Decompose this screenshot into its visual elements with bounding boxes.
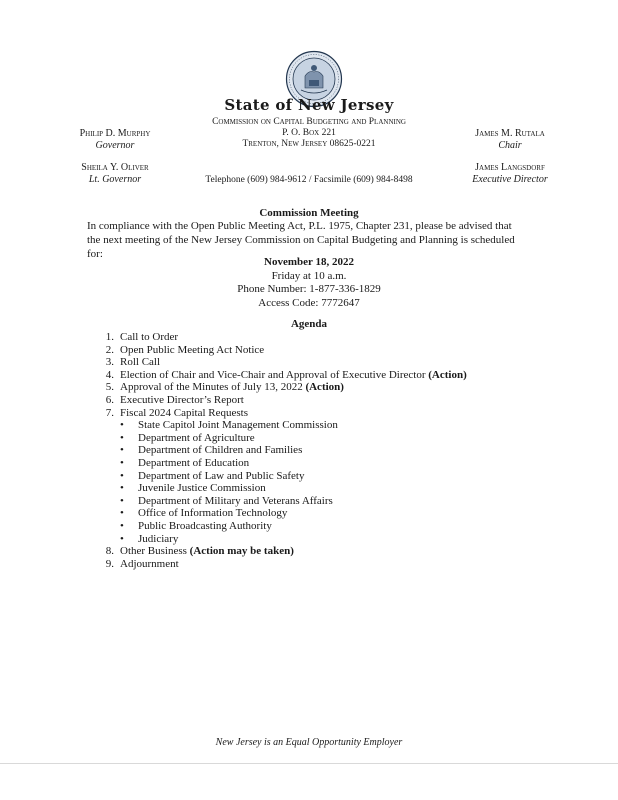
commission-meeting-heading: Commission Meeting — [259, 207, 359, 219]
bullet-icon: • — [120, 507, 124, 520]
executive-director-title: Executive Director — [472, 174, 548, 185]
lt-governor-block — [55, 162, 175, 186]
meeting-details — [0, 256, 618, 310]
agenda-item: 8. Other Business (Action may be taken) — [105, 545, 294, 558]
agenda-item: 6. Executive Director’s Report — [105, 393, 244, 406]
agenda-item: 3. Roll Call — [105, 356, 161, 369]
capital-request-item: • Department of Agriculture — [120, 431, 255, 444]
agenda-item: 2. Open Public Meeting Act Notice — [105, 343, 265, 356]
city-address: Trenton, New Jersey 08625-0221 — [242, 139, 376, 149]
meeting-time: Friday at 10 a.m. — [271, 269, 347, 282]
bullet-icon: • — [120, 419, 124, 432]
chair-title: Chair — [498, 140, 522, 151]
capital-request-item: • Judiciary — [120, 532, 179, 545]
equal-opportunity-footer: New Jersey is an Equal Opportunity Employer — [215, 737, 403, 748]
executive-director-name: James Langsdorf — [475, 162, 545, 173]
meeting-access-code: Access Code: 7772647 — [258, 296, 360, 309]
bullet-icon: • — [120, 482, 124, 495]
agenda-item: 4. Election of Chair and Vice-Chair and Approval of Executive Director (Action) — [105, 368, 467, 381]
state-title: State of New Jersey — [224, 96, 394, 114]
page-divider — [0, 763, 618, 764]
agenda-heading: Agenda — [290, 318, 328, 330]
capital-requests-list — [120, 419, 520, 545]
capital-request-item: • Department of Law and Public Safety — [120, 469, 305, 482]
agenda-item: 7. Fiscal 2024 Capital Requests • State Capitol Joint Management Commission • Department of Agriculture • Department of Children and Families • Department of Education • Department of Law and Public Safety • Juvenile Justice Commission • Department of Military and Veterans Affairs • Office of Information Technology • Public Broadcasting Authority • Judiciary — [100, 407, 520, 546]
notice-paragraph: In compliance with the Open Public Meeting Act, P.L. 1975, Chapter 231, please be advised that the next meeting of the New Jersey Commission on Capital Budgeting and Planning is scheduled for: — [87, 220, 515, 260]
bullet-icon: • — [120, 456, 124, 469]
capital-request-item: • Department of Children and Families — [120, 444, 303, 457]
chair-name: James M. Rutala — [475, 128, 545, 139]
agenda-item: 5. Approval of the Minutes of July 13, 2022 (Action) — [105, 381, 344, 394]
agenda-list — [100, 331, 520, 570]
capital-request-item: • Office of Information Technology — [120, 507, 288, 520]
capital-request-item: • Public Broadcasting Authority — [120, 519, 272, 532]
bullet-icon: • — [120, 444, 124, 457]
chair-block — [445, 128, 575, 152]
bullet-icon: • — [120, 431, 124, 444]
capital-request-item: • Department of Military and Veterans Affairs — [120, 494, 333, 507]
commission-name: Commission on Capital Budgeting and Planning — [212, 117, 406, 127]
bullet-icon: • — [120, 494, 124, 507]
lt-governor-title: Lt. Governor — [88, 174, 142, 185]
meeting-date: November 18, 2022 — [264, 256, 354, 268]
governor-title: Governor — [95, 140, 135, 151]
capital-request-item: • Juvenile Justice Commission — [120, 482, 266, 495]
phone-fax: Telephone (609) 984-9612 / Facsimile (609) 984-8498 — [205, 175, 413, 185]
lt-governor-name: Sheila Y. Oliver — [81, 162, 149, 173]
po-box: P. O. Box 221 — [282, 128, 336, 138]
executive-director-block — [445, 162, 575, 186]
bullet-icon: • — [120, 469, 124, 482]
agenda-item: 9. Adjournment — [105, 557, 179, 570]
bullet-icon: • — [120, 532, 124, 545]
capital-request-item: • State Capitol Joint Management Commission — [120, 419, 338, 432]
capital-request-item: • Department of Education — [120, 456, 250, 469]
governor-name: Philip D. Murphy — [79, 128, 151, 139]
meeting-phone: Phone Number: 1-877-336-1829 — [237, 283, 381, 295]
agenda-item: 1. Call to Order — [105, 331, 179, 343]
governor-block — [55, 128, 175, 152]
bullet-icon: • — [120, 519, 124, 532]
